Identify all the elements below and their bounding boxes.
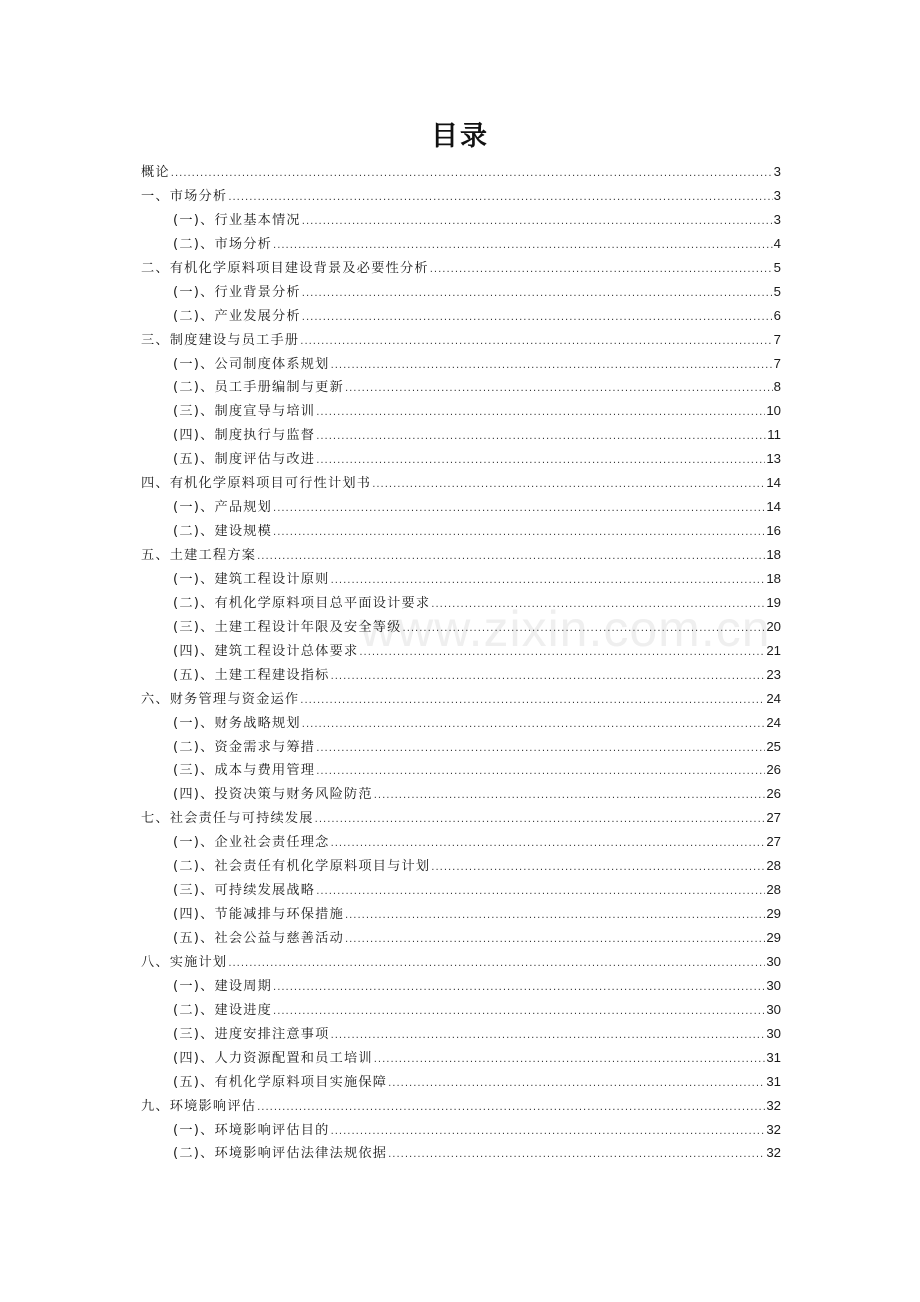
watermark: www.zixin.com.cn bbox=[360, 601, 771, 657]
toc-entry[interactable] bbox=[141, 304, 781, 328]
toc-entry-label: (四)、建筑工程设计总体要求 bbox=[173, 643, 359, 659]
toc-entry[interactable] bbox=[141, 208, 781, 232]
toc-entry-label: (一)、企业社会责任理念 bbox=[173, 835, 330, 851]
toc-entry-label: (一)、行业基本情况 bbox=[173, 212, 301, 228]
toc-entry[interactable] bbox=[141, 663, 781, 687]
toc-entry-page-number: 29 bbox=[766, 930, 781, 945]
toc-entry-page-number: 27 bbox=[766, 810, 781, 826]
toc-entry-label: (四)、投资决策与财务风险防范 bbox=[173, 787, 373, 803]
toc-entry[interactable] bbox=[141, 926, 781, 950]
toc-entry-page-number: 5 bbox=[773, 259, 781, 275]
toc-entry[interactable] bbox=[141, 280, 781, 304]
toc-entry-label: 三、制度建设与员工手册 bbox=[141, 332, 300, 348]
toc-entry[interactable] bbox=[141, 375, 781, 399]
toc-leader-dots bbox=[331, 1120, 766, 1144]
toc-entry-label: (二)、建设进度 bbox=[173, 1002, 273, 1018]
toc-leader-dots bbox=[388, 1072, 765, 1096]
toc-leader-dots bbox=[302, 306, 773, 330]
toc-entry-page-number: 18 bbox=[766, 570, 781, 586]
toc-entry[interactable] bbox=[141, 902, 781, 926]
toc-entry-page-number: 13 bbox=[766, 451, 781, 467]
toc-leader-dots bbox=[257, 545, 765, 569]
toc-leader-dots bbox=[316, 737, 765, 761]
toc-entry-label: (一)、环境影响评估目的 bbox=[173, 1122, 330, 1138]
toc-entry-label: 七、社会责任与可持续发展 bbox=[141, 811, 314, 827]
toc-entry-page-number: 11 bbox=[767, 427, 781, 443]
toc-entry[interactable] bbox=[141, 1046, 781, 1070]
toc-entry-label: (一)、产品规划 bbox=[173, 500, 273, 516]
toc-entry-page-number: 16 bbox=[766, 523, 781, 539]
toc-entry-page-number: 14 bbox=[766, 499, 781, 515]
toc-entry-label: 一、市场分析 bbox=[141, 188, 228, 204]
toc-entry[interactable] bbox=[141, 854, 781, 878]
toc-entry-page-number: 30 bbox=[766, 1025, 781, 1041]
toc-title: 目录 bbox=[431, 121, 489, 152]
toc-entry-page-number: 24 bbox=[766, 714, 781, 730]
toc-leader-dots bbox=[316, 401, 765, 425]
toc-entry[interactable] bbox=[141, 1118, 781, 1142]
toc-entry-page-number: 32 bbox=[766, 1121, 781, 1137]
toc-entry[interactable] bbox=[141, 735, 781, 759]
toc-leader-dots bbox=[374, 784, 766, 808]
toc-entry-page-number: 20 bbox=[766, 618, 781, 634]
toc-entry-page-number: 28 bbox=[766, 858, 781, 874]
toc-leader-dots bbox=[316, 425, 766, 449]
toc-entry-page-number: 30 bbox=[766, 953, 781, 969]
toc-entry-label: (五)、制度评估与改进 bbox=[173, 452, 316, 468]
toc-entry-label: (二)、市场分析 bbox=[173, 236, 273, 252]
toc-entry[interactable] bbox=[141, 471, 781, 495]
toc-entry-page-number: 31 bbox=[766, 1049, 781, 1065]
toc-entry-page-number: 7 bbox=[773, 355, 781, 371]
toc-leader-dots bbox=[316, 880, 765, 904]
toc-leader-dots bbox=[345, 904, 765, 928]
toc-entry[interactable] bbox=[141, 806, 781, 830]
toc-leader-dots bbox=[345, 928, 765, 952]
toc-leader-dots bbox=[273, 521, 765, 545]
toc-leader-dots bbox=[316, 449, 765, 473]
toc-leader-dots bbox=[331, 832, 766, 856]
toc-entry[interactable] bbox=[141, 950, 781, 974]
toc-entry-label: (四)、节能减排与环保措施 bbox=[173, 907, 344, 923]
toc-leader-dots bbox=[431, 593, 765, 617]
toc-entry-page-number: 29 bbox=[766, 906, 781, 922]
toc-entry-page-number: 30 bbox=[766, 1001, 781, 1017]
toc-leader-dots bbox=[302, 282, 773, 306]
toc-entry-page-number: 3 bbox=[773, 187, 781, 203]
toc-entry[interactable] bbox=[141, 352, 781, 376]
toc-leader-dots bbox=[302, 210, 773, 234]
toc-entry[interactable] bbox=[141, 447, 781, 471]
toc-entry-page-number: 10 bbox=[766, 403, 781, 419]
toc-leader-dots bbox=[273, 497, 765, 521]
toc-entry-page-number: 18 bbox=[766, 547, 781, 562]
toc-entry-page-number: 28 bbox=[766, 882, 781, 898]
toc-leader-dots bbox=[359, 641, 765, 665]
toc-entry-page-number: 5 bbox=[773, 283, 781, 299]
toc-entry[interactable] bbox=[141, 639, 781, 663]
toc-leader-dots bbox=[171, 162, 773, 186]
toc-entry-label: (一)、建设周期 bbox=[173, 978, 273, 994]
toc-entry-page-number: 30 bbox=[766, 977, 781, 993]
toc-entry-label: 四、有机化学原料项目可行性计划书 bbox=[141, 476, 372, 492]
toc-entry-label: (二)、有机化学原料项目总平面设计要求 bbox=[173, 595, 431, 611]
toc-entry-label: (二)、社会责任有机化学原料项目与计划 bbox=[173, 859, 431, 875]
toc-leader-dots bbox=[430, 258, 773, 282]
toc-leader-dots bbox=[316, 760, 765, 784]
toc-entry-label: (四)、制度执行与监督 bbox=[173, 428, 316, 444]
toc-entry[interactable] bbox=[141, 687, 781, 711]
toc-entry-label: (二)、员工手册编制与更新 bbox=[173, 380, 344, 396]
toc-entry-page-number: 26 bbox=[766, 762, 781, 778]
toc-leader-dots bbox=[300, 330, 772, 354]
toc-entry-label: 九、环境影响评估 bbox=[141, 1098, 257, 1114]
toc-entry[interactable] bbox=[141, 1070, 781, 1094]
toc-leader-dots bbox=[300, 689, 765, 713]
toc-entry[interactable] bbox=[141, 615, 781, 639]
toc-entry[interactable] bbox=[141, 519, 781, 543]
toc-entry[interactable] bbox=[141, 782, 781, 806]
toc-entry[interactable] bbox=[141, 1094, 781, 1118]
toc-entry[interactable] bbox=[141, 711, 781, 735]
toc-entry[interactable] bbox=[141, 758, 781, 782]
toc-entry-page-number: 32 bbox=[766, 1145, 781, 1161]
toc-entry-label: (二)、产业发展分析 bbox=[173, 308, 301, 324]
toc-entry-page-number: 24 bbox=[766, 690, 781, 706]
toc-leader-dots bbox=[273, 1000, 765, 1024]
toc-entry-page-number: 21 bbox=[766, 642, 781, 658]
toc-entry-page-number: 4 bbox=[773, 235, 781, 251]
toc-leader-dots bbox=[273, 234, 773, 258]
toc-entry[interactable] bbox=[141, 184, 781, 208]
toc-entry-label: 五、土建工程方案 bbox=[141, 548, 257, 563]
toc-leader-dots bbox=[273, 976, 765, 1000]
toc-entry[interactable] bbox=[141, 567, 781, 591]
toc-leader-dots bbox=[388, 1143, 765, 1167]
toc-entry-label: (二)、建设规模 bbox=[173, 524, 273, 540]
toc-entry-page-number: 26 bbox=[766, 786, 781, 802]
toc-entry[interactable] bbox=[141, 495, 781, 519]
toc-entry-page-number: 27 bbox=[766, 834, 781, 850]
toc-entry-label: (三)、可持续发展战略 bbox=[173, 883, 316, 899]
toc-entry-page-number: 23 bbox=[766, 666, 781, 682]
toc-entry[interactable] bbox=[141, 830, 781, 854]
toc-leader-dots bbox=[372, 473, 765, 497]
toc-entry[interactable] bbox=[141, 256, 781, 280]
toc-entry-page-number: 31 bbox=[766, 1073, 781, 1089]
toc-entry-label: 六、财务管理与资金运作 bbox=[141, 691, 300, 707]
toc-entry[interactable] bbox=[141, 543, 781, 567]
toc-entry[interactable] bbox=[141, 232, 781, 256]
toc-entry-page-number: 3 bbox=[773, 211, 781, 227]
toc-entry-label: (三)、成本与费用管理 bbox=[173, 763, 316, 779]
toc-entry-label: (二)、资金需求与筹措 bbox=[173, 739, 316, 755]
toc-leader-dots bbox=[331, 1024, 766, 1048]
toc-entry-label: (三)、制度宣导与培训 bbox=[173, 404, 316, 420]
toc-entry-page-number: 32 bbox=[766, 1097, 781, 1113]
toc-leader-dots bbox=[331, 354, 773, 378]
toc-entry-label: 二、有机化学原料项目建设背景及必要性分析 bbox=[141, 260, 429, 276]
toc-entry-page-number: 7 bbox=[773, 331, 781, 347]
toc-entry-label: 概论 bbox=[141, 165, 170, 180]
toc-leader-dots bbox=[228, 186, 772, 210]
toc-entry-label: (一)、建筑工程设计原则 bbox=[173, 571, 330, 587]
toc-leader-dots bbox=[374, 1048, 766, 1072]
toc-leader-dots bbox=[315, 808, 766, 832]
toc-entry-label: (三)、土建工程设计年限及安全等级 bbox=[173, 619, 402, 635]
toc-leader-dots bbox=[331, 569, 766, 593]
toc-leader-dots bbox=[331, 665, 766, 689]
toc-entry[interactable] bbox=[141, 423, 781, 447]
toc-entry-page-number: 19 bbox=[766, 594, 781, 610]
toc-leader-dots bbox=[228, 952, 765, 976]
toc-entry[interactable] bbox=[141, 878, 781, 902]
toc-entry-label: (四)、人力资源配置和员工培训 bbox=[173, 1050, 373, 1066]
toc-entry-label: (五)、社会公益与慈善活动 bbox=[173, 931, 344, 946]
toc-leader-dots bbox=[257, 1096, 765, 1120]
toc-leader-dots bbox=[345, 377, 773, 401]
toc-entry-page-number: 6 bbox=[773, 307, 781, 323]
toc-entry[interactable] bbox=[141, 1141, 781, 1165]
table-of-contents bbox=[141, 160, 781, 1165]
toc-entry-label: 八、实施计划 bbox=[141, 954, 228, 970]
toc-entry-page-number: 14 bbox=[766, 475, 781, 491]
toc-entry-label: (三)、进度安排注意事项 bbox=[173, 1026, 330, 1042]
toc-entry[interactable] bbox=[141, 974, 781, 998]
toc-entry[interactable] bbox=[141, 160, 781, 184]
toc-entry[interactable] bbox=[141, 1022, 781, 1046]
toc-entry[interactable] bbox=[141, 591, 781, 615]
toc-entry-label: (一)、财务战略规划 bbox=[173, 715, 301, 731]
toc-leader-dots bbox=[431, 856, 765, 880]
toc-entry-label: (一)、行业背景分析 bbox=[173, 284, 301, 300]
toc-entry[interactable] bbox=[141, 399, 781, 423]
toc-leader-dots bbox=[302, 713, 766, 737]
toc-entry[interactable] bbox=[141, 328, 781, 352]
toc-leader-dots bbox=[403, 617, 766, 641]
toc-entry-page-number: 25 bbox=[766, 738, 781, 754]
toc-entry-label: (二)、环境影响评估法律法规依据 bbox=[173, 1146, 388, 1162]
toc-entry-page-number: 3 bbox=[773, 164, 781, 179]
toc-entry[interactable] bbox=[141, 998, 781, 1022]
toc-entry-page-number: 8 bbox=[773, 379, 781, 395]
toc-entry-label: (一)、公司制度体系规划 bbox=[173, 356, 330, 372]
toc-entry-label: (五)、有机化学原料项目实施保障 bbox=[173, 1074, 388, 1090]
toc-entry-label: (五)、土建工程建设指标 bbox=[173, 667, 330, 683]
